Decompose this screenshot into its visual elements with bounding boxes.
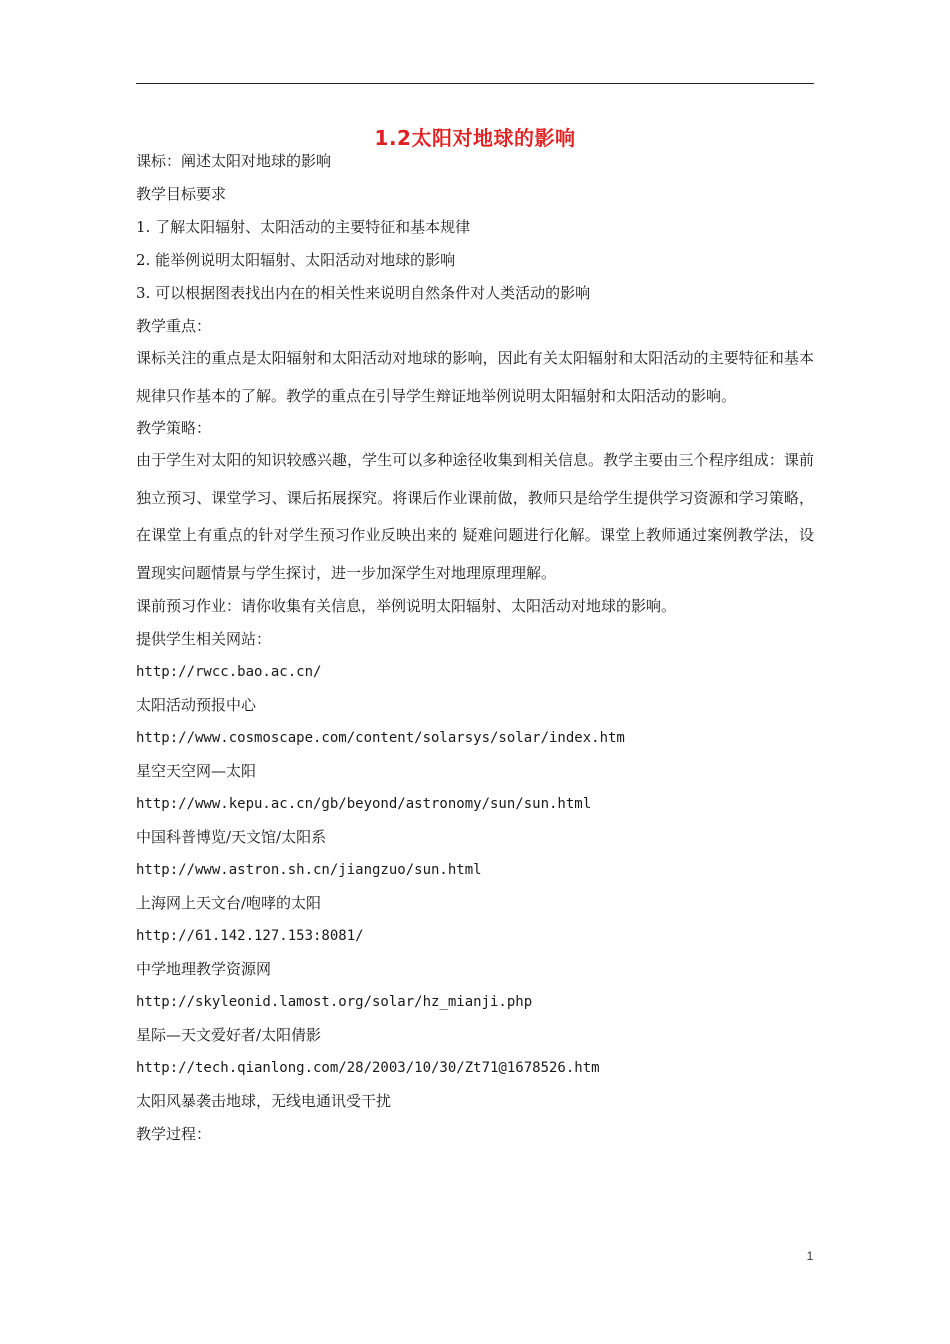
website-url-7[interactable]: http://tech.qianlong.com/28/2003/10/30/Zt71@1678526.htm [136, 1060, 600, 1076]
website-name-5: 中学地理教学资源网 [136, 960, 272, 978]
preview-homework: 课前预习作业：请你收集有关信息，举例说明太阳辐射、太阳活动对地球的影响。 [136, 597, 677, 615]
website-url-6[interactable]: http://skyleonid.lamost.org/solar/hz_mianji.php [136, 994, 533, 1010]
page-number: 1 [806, 1249, 814, 1263]
document-body [136, 150, 814, 1145]
website-name-2: 星空天空网—太阳 [136, 762, 257, 780]
goal-item-3: 3. 可以根据图表找出内在的相关性来说明自然条件对人类活动的影响 [136, 284, 591, 302]
website-name-3: 中国科普博览/天文馆/太阳系 [136, 828, 327, 846]
website-url-2[interactable]: http://www.cosmoscape.com/content/solarsys/solar/index.htm [136, 730, 625, 746]
curriculum-standard: 课标：阐述太阳对地球的影响 [136, 152, 332, 170]
teaching-goals-heading: 教学目标要求 [136, 185, 227, 203]
goal-item-1: 1. 了解太阳辐射、太阳活动的主要特征和基本规律 [136, 218, 471, 236]
teaching-strategy-heading: 教学策略： [136, 419, 212, 437]
website-url-1[interactable]: http://rwcc.bao.ac.cn/ [136, 664, 322, 680]
website-name-7: 太阳风暴袭击地球，无线电通讯受干扰 [136, 1092, 392, 1110]
website-url-4[interactable]: http://www.astron.sh.cn/jiangzuo/sun.html [136, 862, 482, 878]
teaching-focus-paragraph: 课标关注的重点是太阳辐射和太阳活动对地球的影响，因此有关太阳辐射和太阳活动的主要特征和基本规律只作基本的了解。教学的重点在引导学生辩证地举例说明太阳辐射和太阳活动的影响。 [136, 349, 814, 405]
goal-item-2: 2. 能举例说明太阳辐射、太阳活动对地球的影响 [136, 251, 456, 269]
website-url-5[interactable]: http://61.142.127.153:8081/ [136, 928, 364, 944]
website-name-4: 上海网上天文台/咆哮的太阳 [136, 894, 322, 912]
document-title: 1.2太阳对地球的影响 [374, 126, 576, 150]
website-url-3[interactable]: http://www.kepu.ac.cn/gb/beyond/astronomy/sun/sun.html [136, 796, 592, 812]
header-rule [136, 83, 814, 84]
teaching-focus-heading: 教学重点： [136, 317, 212, 335]
website-name-6: 星际—天文爱好者/太阳倩影 [136, 1026, 322, 1044]
teaching-process-heading: 教学过程： [136, 1125, 212, 1143]
website-name-1: 太阳活动预报中心 [136, 696, 257, 714]
teaching-strategy-paragraph: 由于学生对太阳的知识较感兴趣，学生可以多种途径收集到相关信息。教学主要由三个程序组成：课前独立预习、课堂学习、课后拓展探究。将课后作业课前做，教师只是给学生提供学习资源和学习策略，在课堂上有重点的针对学生预习作业反映出来的 疑难问题进行化解。课堂上教师通过案例教学法，设置现实问题情景与学生探讨，进一步加深学生对地理原理理解。 [136, 451, 814, 582]
websites-heading: 提供学生相关网站： [136, 630, 272, 648]
